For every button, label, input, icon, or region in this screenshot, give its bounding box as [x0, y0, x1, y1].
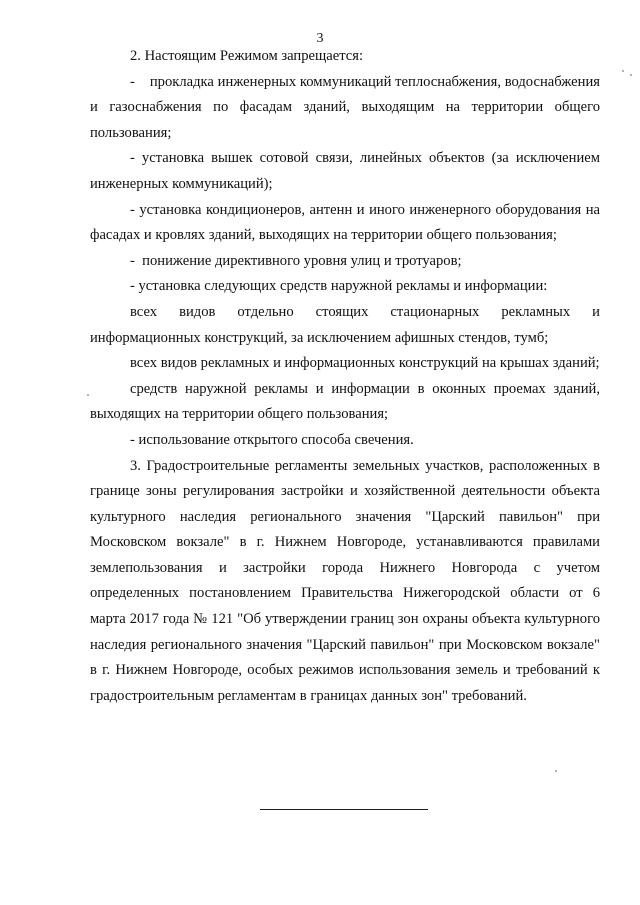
list-item-open-lighting: - использование открытого способа свечения. — [130, 431, 414, 448]
list-item-street-level: - понижение директивного уровня улиц и тротуаров; — [130, 252, 462, 269]
end-of-text-rule — [260, 809, 428, 810]
scan-speck — [87, 394, 89, 396]
list-item-utilities: - прокладка инженерных коммуникаций теплоснабжения, водоснабжения и газоснабжения по фасадам зданий, выходящим на территории общего пользования; — [90, 73, 600, 141]
list-item-air-conditioners: - установка кондиционеров, антенн и иного инженерного оборудования на фасадах и кровлях зданий, выходящих на территории общего пользования; — [90, 201, 600, 244]
paragraph-prohibitions-intro: 2. Настоящим Режимом запрещается: — [130, 48, 363, 64]
sub-item-rooftop-ads: всех видов рекламных и информационных конструкций на крышах зданий; — [130, 355, 600, 372]
scan-speck — [622, 70, 624, 72]
document-body — [90, 44, 600, 709]
list-item-cell-towers: - установка вышек сотовой связи, линейных объектов (за исключением инженерных коммуникаций); — [90, 150, 600, 192]
list-item-outdoor-ads: - установка следующих средств наружной рекламы и информации: — [130, 278, 548, 295]
scan-speck — [555, 770, 557, 772]
page-number: 3 — [316, 31, 324, 46]
paragraph-urban-regulations: 3. Градостроительные регламенты земельных участков, расположенных в границе зоны регулирования застройки и хозяйственной деятельности объекта культурного наследия регионального значения "Царский павильон" при Московском вокзале" в г. Нижнем Новгороде, устанавливаются правилами землепользования и застройки города Нижнего Новгорода с учетом определенных постановлением Правительства Нижегородской области от 6 марта 2017 года № 121 "Об утверждении границ зон охраны объекта культурного наследия регионального значения "Царский павильон" при Московском вокзале" в г. Нижнем Новгороде, особых режимов использования земель и требований к градостроительным регламентам в границах данных зон" требований. — [90, 457, 600, 704]
sub-item-window-ads: средств наружной рекламы и информации в оконных проемах зданий, выходящих на территории общего пользования; — [90, 380, 600, 423]
scan-speck — [630, 74, 632, 76]
sub-item-freestanding-ads: всех видов отдельно стоящих стационарных рекламных и информационных конструкций, за исключением афишных стендов, тумб; — [90, 303, 600, 346]
